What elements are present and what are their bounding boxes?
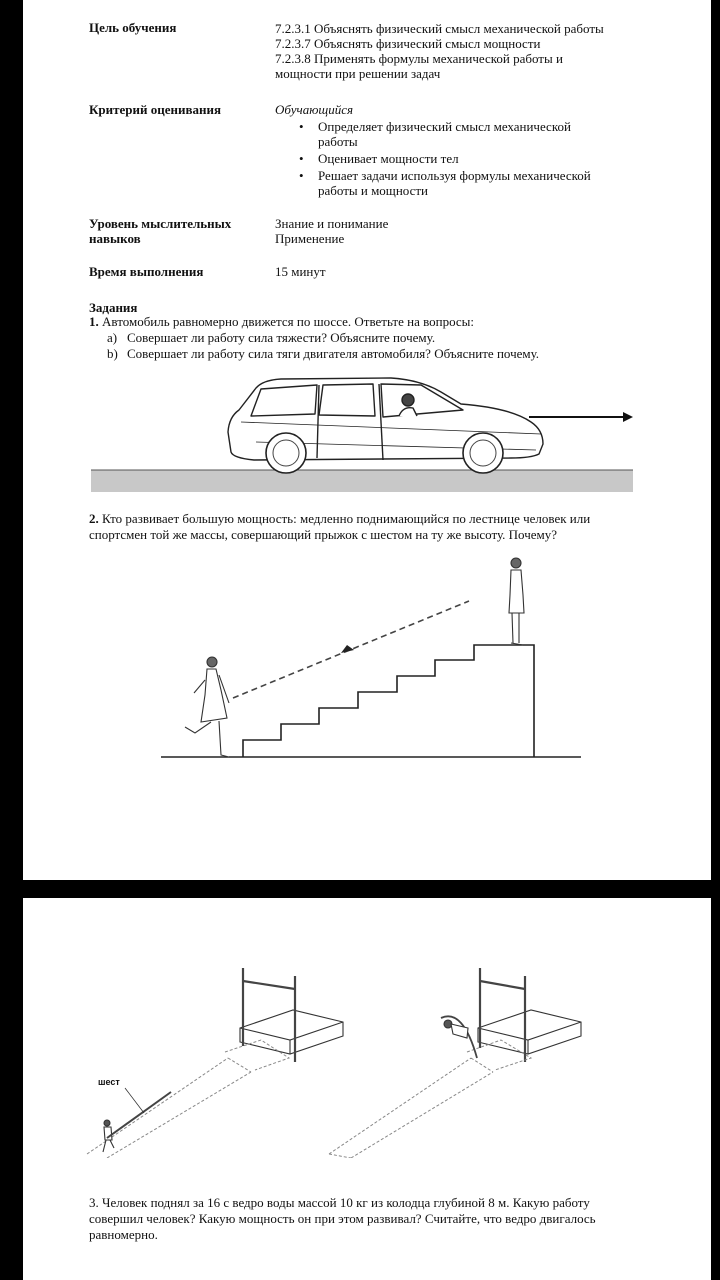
criteria-item: • Определяет физический смысл механической работы [299,119,689,149]
runway-left [87,1040,289,1158]
task-3-line: равномерно. [89,1227,158,1242]
skills-value: Применение [275,231,345,246]
task-1-sub-a: a) Совершает ли работу сила тяжести? Объясните почему. [107,330,436,345]
walking-girl-icon [185,657,229,757]
goal-line: 7.2.3.7 Объяснять физический смысл мощности [275,36,541,51]
standing-girl-icon [509,558,524,645]
skills-label-line: навыков [89,231,141,246]
document-page-2 [23,898,711,1280]
skills-value: Знание и понимание [275,216,389,231]
goal-label: Цель обучения [89,20,177,35]
pole-label-leader [125,1088,144,1113]
task-1-number: 1. [89,314,99,329]
task-1-sub-b: b) Совершает ли работу сила тяги двигателя автомобиля? Объясните почему. [107,346,540,361]
criteria-intro: Обучающийся [275,102,354,117]
time-label: Время выполнения [89,264,204,279]
criteria-label: Критерий оценивания [89,102,222,117]
staircase [243,645,534,757]
task-1-text: Автомобиль равномерно движется по шоссе. Ответьте на вопросы: [102,314,475,329]
landing-mat-left-icon [240,1010,343,1054]
task-2-line [89,511,699,527]
task-3-line: 3. Человек поднял за 16 с ведро воды массой 10 кг из колодца глубиной 8 м. Какую работу [89,1195,590,1210]
athlete-vaulting-icon [441,1016,477,1058]
goal-values [275,21,695,81]
goal-line: 7.2.3.1 Объяснять физический смысл механической работы [275,21,604,36]
criteria-item: • Решает задачи используя формулы механической работы и мощности [299,168,689,198]
criteria-item: • Оценивает мощности тел [299,151,689,166]
athlete-with-pole-icon [103,1092,171,1152]
task-3-line: совершил человек? Какую мощность он при этом развивал? Считайте, что ведро двигалось [89,1211,596,1226]
staircase-figure [161,555,581,765]
task-1 [89,314,689,361]
skills-label-line: Уровень мыслительных [89,216,232,231]
goal-line: 7.2.3.8 Применять формулы механической работы и [275,51,563,66]
time-value: 15 минут [275,264,326,279]
task-2 [89,511,699,543]
task-2-text: Кто развивает большую мощность: медленно поднимающийся по лестнице человек или [102,511,591,526]
document-page-1 [23,0,711,880]
skills-label [89,216,231,246]
driver-head [402,394,414,406]
task-3 [89,1195,709,1243]
wheel-rear-icon [266,433,306,473]
pole-label: шест [98,1077,120,1087]
runway-right [329,1040,531,1158]
skills-values [275,216,388,246]
wheel-front-icon [463,433,503,473]
pole-vault-figure [83,958,643,1158]
car-figure [91,372,633,494]
task-2-number: 2. [89,511,99,526]
landing-mat-right-icon [478,1010,581,1054]
task-2-line: спортсмен той же массы, совершающий прыжок с шестом на ту же высоту. Почему? [89,527,558,542]
road-surface [91,470,633,492]
task-1-question [89,314,689,330]
direction-arrow-icon [529,412,633,422]
goal-line: мощности при решении задач [275,66,441,81]
tasks-heading: Задания [89,300,138,315]
criteria-list [299,119,689,198]
